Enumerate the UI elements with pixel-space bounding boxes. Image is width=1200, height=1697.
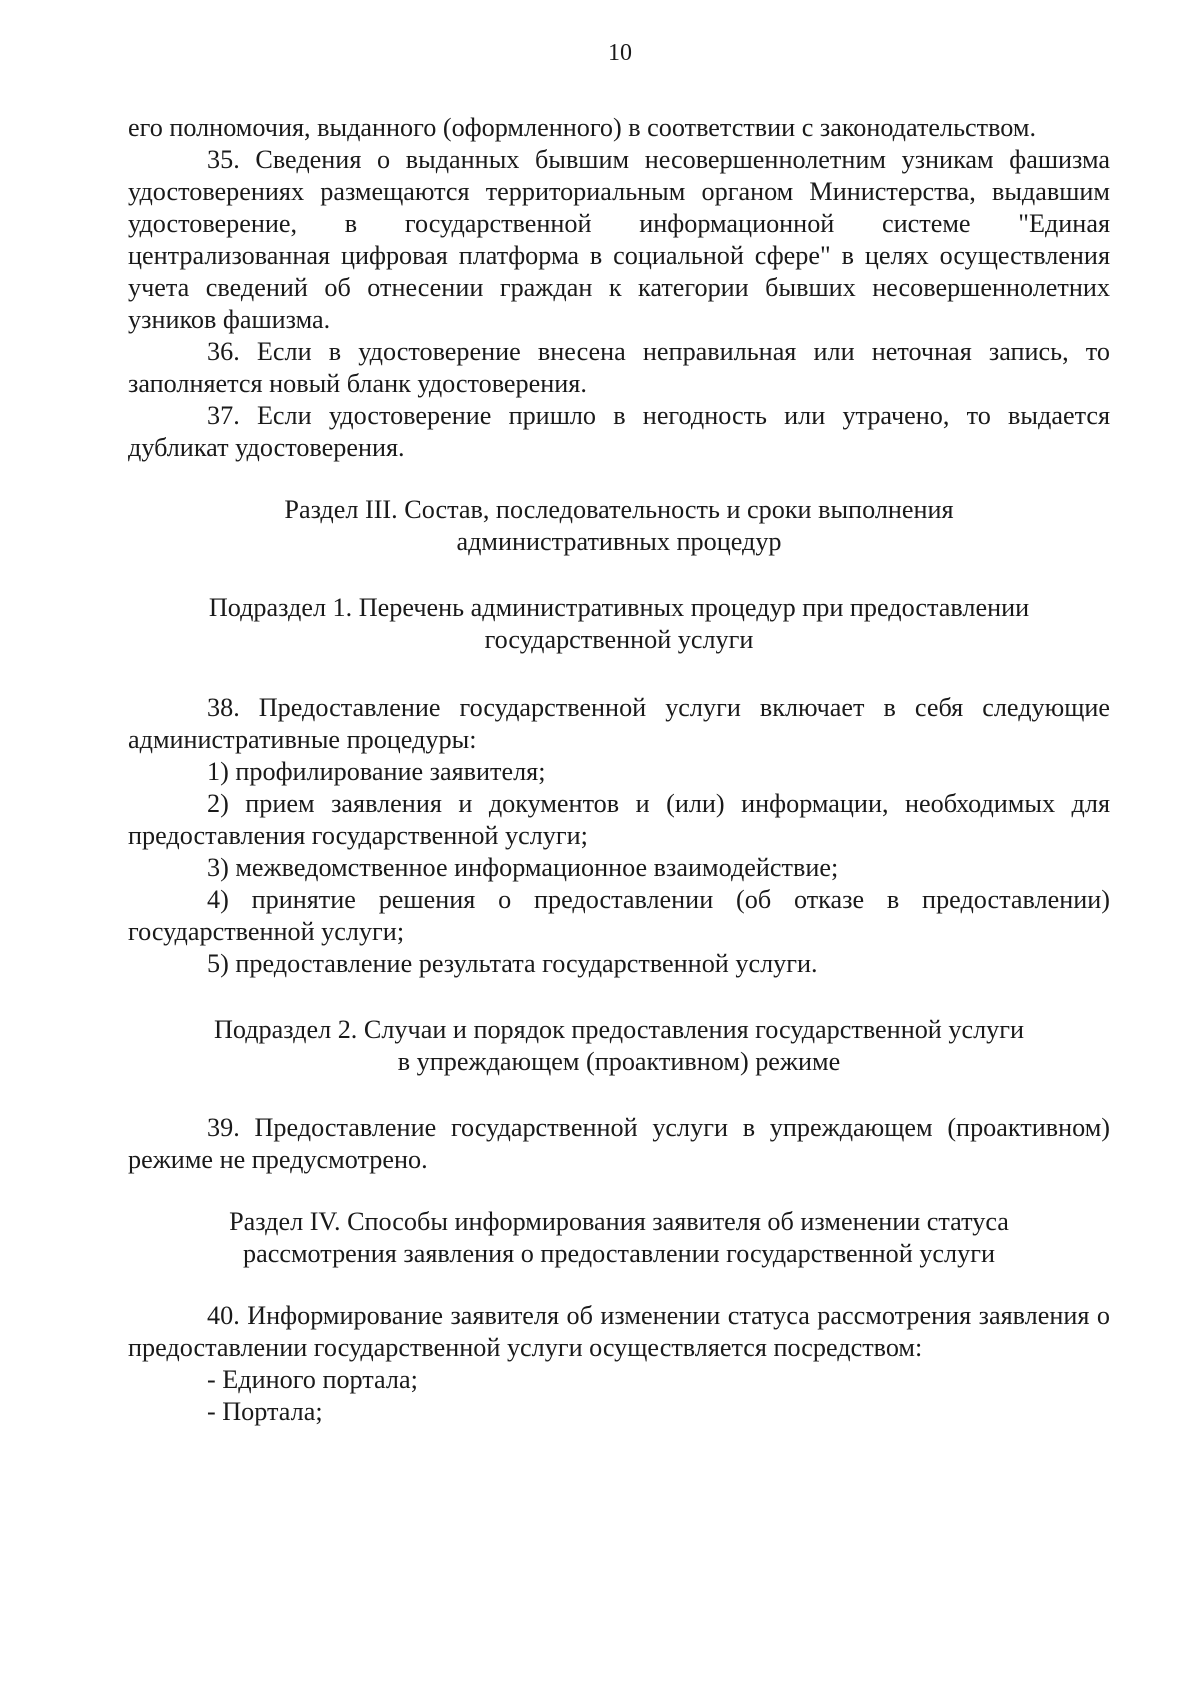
list-item-40-1: - Единого портала; xyxy=(207,1365,418,1394)
section-4-heading-line-1: Раздел IV. Способы информирования заявителя об изменении статуса xyxy=(229,1207,1009,1236)
section-4-heading-line-2: рассмотрения заявления о предоставлении государственной услуги xyxy=(243,1239,995,1268)
section-3-heading-line-2: административных процедур xyxy=(456,527,782,556)
list-item-38-5: 5) предоставление результата государственной услуги. xyxy=(207,949,818,978)
list-item-38-1: 1) профилирование заявителя; xyxy=(207,757,546,786)
paragraph-35: 35. Сведения о выданных бывшим несовершеннолетним узникам фашизма удостоверениях размещаются территориальным органом Министерства, выдавшим удостоверение, в государственной информационной системе "Единая централизованная цифровая платформа в социальной сфере" в целях осуществления учета сведений об отнесении граждан к категории бывших несовершеннолетних узников фашизма. xyxy=(128,145,1110,334)
section-4-heading xyxy=(128,1206,1110,1270)
paragraph-39: 39. Предоставление государственной услуги в упреждающем (проактивном) режиме не предусмотрено. xyxy=(128,1113,1110,1174)
subsection-1-heading xyxy=(128,592,1110,656)
document-body xyxy=(128,112,1110,1428)
paragraph-40: 40. Информирование заявителя об изменении статуса рассмотрения заявления о предоставлении государственной услуги осуществляется посредством: xyxy=(128,1301,1110,1362)
list-item-38-2: 2) прием заявления и документов и (или) информации, необходимых для предоставления государственной услуги; xyxy=(128,789,1110,850)
section-3-heading-line-1: Раздел III. Состав, последовательность и сроки выполнения xyxy=(284,495,954,524)
list-item-38-3: 3) межведомственное информационное взаимодействие; xyxy=(207,853,839,882)
paragraph-37: 37. Если удостоверение пришло в негодность или утрачено, то выдается дубликат удостоверения. xyxy=(128,401,1110,462)
subsection-2-heading-line-2: в упреждающем (проактивном) режиме xyxy=(397,1047,841,1076)
paragraph-38: 38. Предоставление государственной услуги включает в себя следующие административные процедуры: xyxy=(128,693,1110,754)
paragraph-36: 36. Если в удостоверение внесена неправильная или неточная запись, то заполняется новый бланк удостоверения. xyxy=(128,337,1110,398)
section-3-heading xyxy=(128,494,1110,558)
subsection-2-heading xyxy=(128,1014,1110,1078)
subsection-1-heading-line-1: Подраздел 1. Перечень административных процедур при предоставлении xyxy=(208,593,1030,622)
list-item-40-2: - Портала; xyxy=(207,1397,323,1426)
page-number: 10 xyxy=(608,40,632,66)
list-item-38-4: 4) принятие решения о предоставлении (об отказе в предоставлении) государственной услуги; xyxy=(128,885,1110,946)
subsection-2-heading-line-1: Подраздел 2. Случаи и порядок предоставления государственной услуги xyxy=(213,1015,1024,1044)
paragraph-intro: его полномочия, выданного (оформленного) в соответствии с законодательством. xyxy=(128,113,1036,142)
subsection-1-heading-line-2: государственной услуги xyxy=(484,625,754,654)
